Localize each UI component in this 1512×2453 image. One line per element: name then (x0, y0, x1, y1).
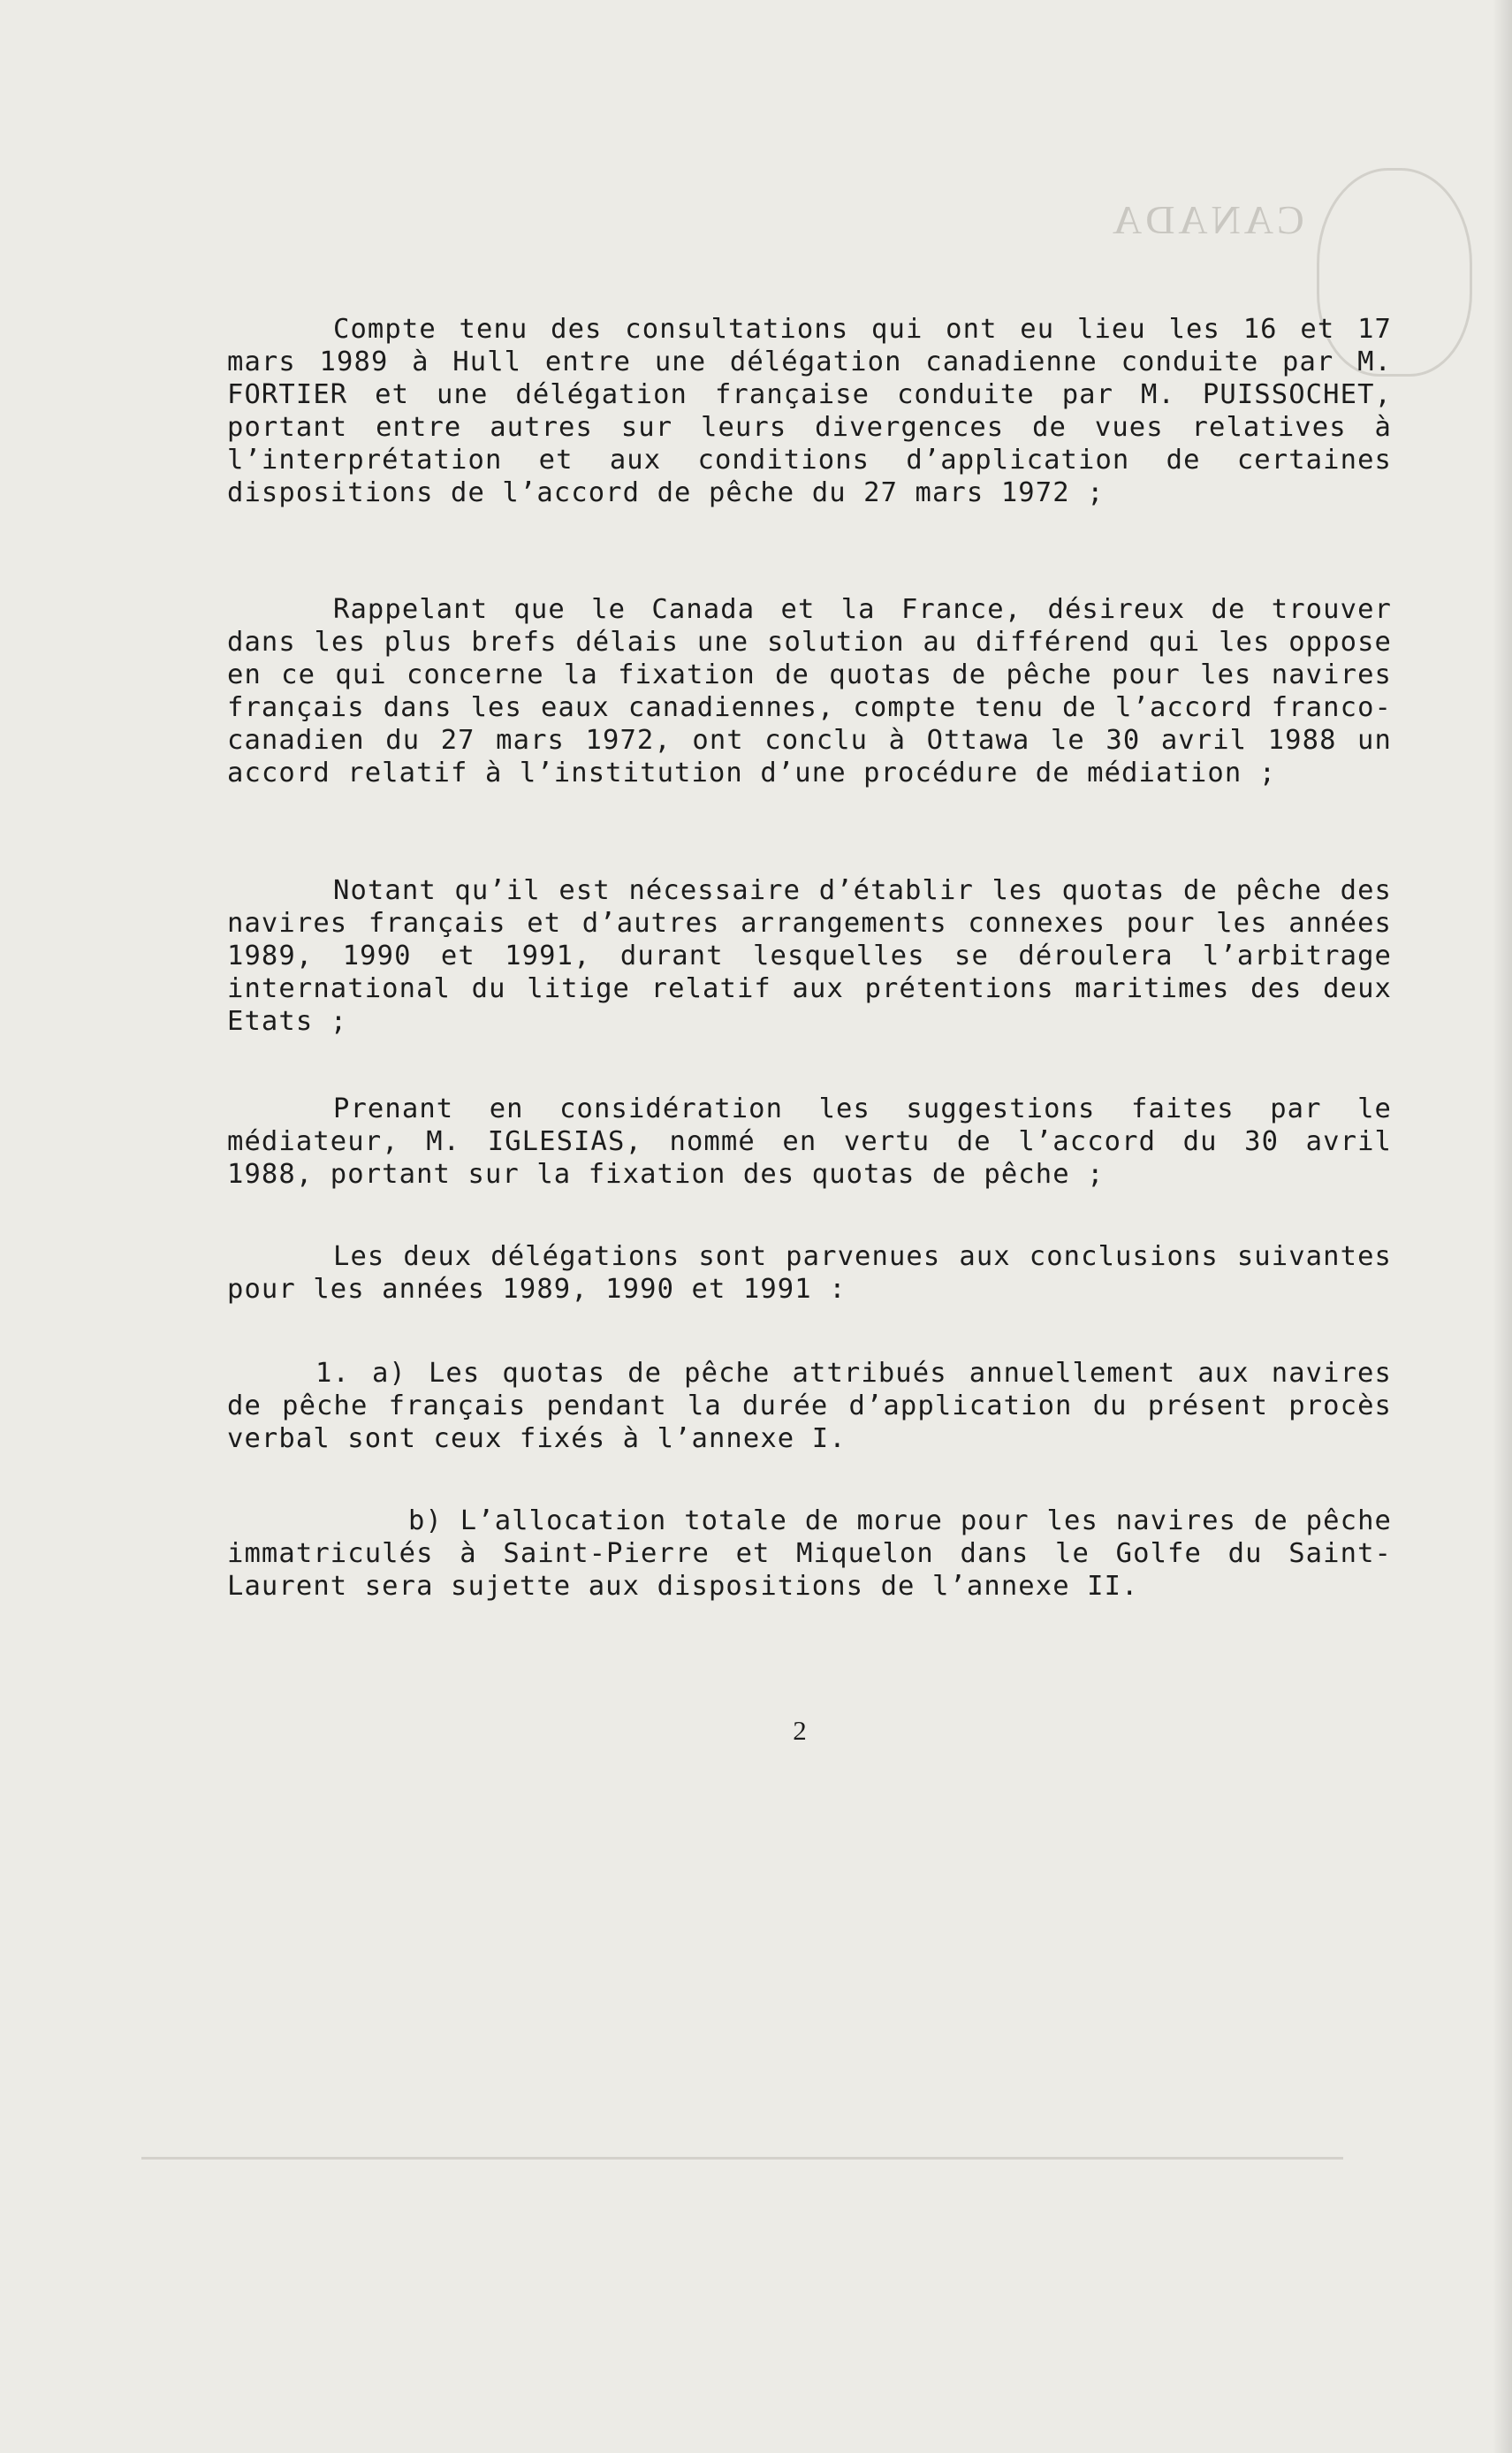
paragraph-conclusions: Les deux délégations sont parvenues aux conclusions suivantes pour les années 1989, 1990 et 1991 : (227, 1241, 1392, 1305)
paragraph-notant: Notant qu’il est nécessaire d’établir les quotas de pêche des navires français et d’autres arrangements connexes pour les années 1989, 1990 et 1991, durant lesquelles se déroulera l’arbitrage international du litige relatif aux prétentions maritimes des deux Etats ; (227, 875, 1392, 1037)
paragraph-consultations: Compte tenu des consultations qui ont eu lieu les 16 et 17 mars 1989 à Hull entre une délégation canadienne conduite par M. FORTIER et une délégation française conduite par M. PUISSOCHET, portant entre autres sur leurs divergences de vues relatives à l’interprétation et aux conditions d’application de certaines dispositions de l’accord de pêche du 27 mars 1972 ; (227, 314, 1392, 508)
paragraph-rappelant: Rappelant que le Canada et la France, désireux de trouver dans les plus brefs délais une solution au différend qui les oppose en ce qui concerne la fixation de quotas de pêche pour les navires français dans les eaux canadiennes, compte tenu de l’accord franco-canadien du 27 mars 1972, ont conclu à Ottawa le 30 avril 1988 un accord relatif à l’institution d’une procédure de médiation ; (227, 594, 1392, 788)
bleed-through-rule (141, 2157, 1343, 2160)
item-1b-morue: b) L’allocation totale de morue pour les navires de pêche immatriculés à Saint-Pierre et Miquelon dans le Golfe du Saint-Laurent sera sujette aux dispositions de l’annexe II. (227, 1505, 1392, 1602)
bleed-through-canada-wordmark: CANADA (1109, 197, 1304, 242)
page-edge-shadow (1493, 0, 1512, 2453)
item-1a-quotas: 1. a) Les quotas de pêche attribués annuellement aux navires de pêche français pendant la durée d’application du présent procès verbal sont ceux fixés à l’annexe I. (227, 1358, 1392, 1454)
page-number: 2 (793, 1715, 807, 1746)
paragraph-prenant: Prenant en considération les suggestions faites par le médiateur, M. IGLESIAS, nommé en vertu de l’accord du 30 avril 1988, portant sur la fixation des quotas de pêche ; (227, 1093, 1392, 1190)
